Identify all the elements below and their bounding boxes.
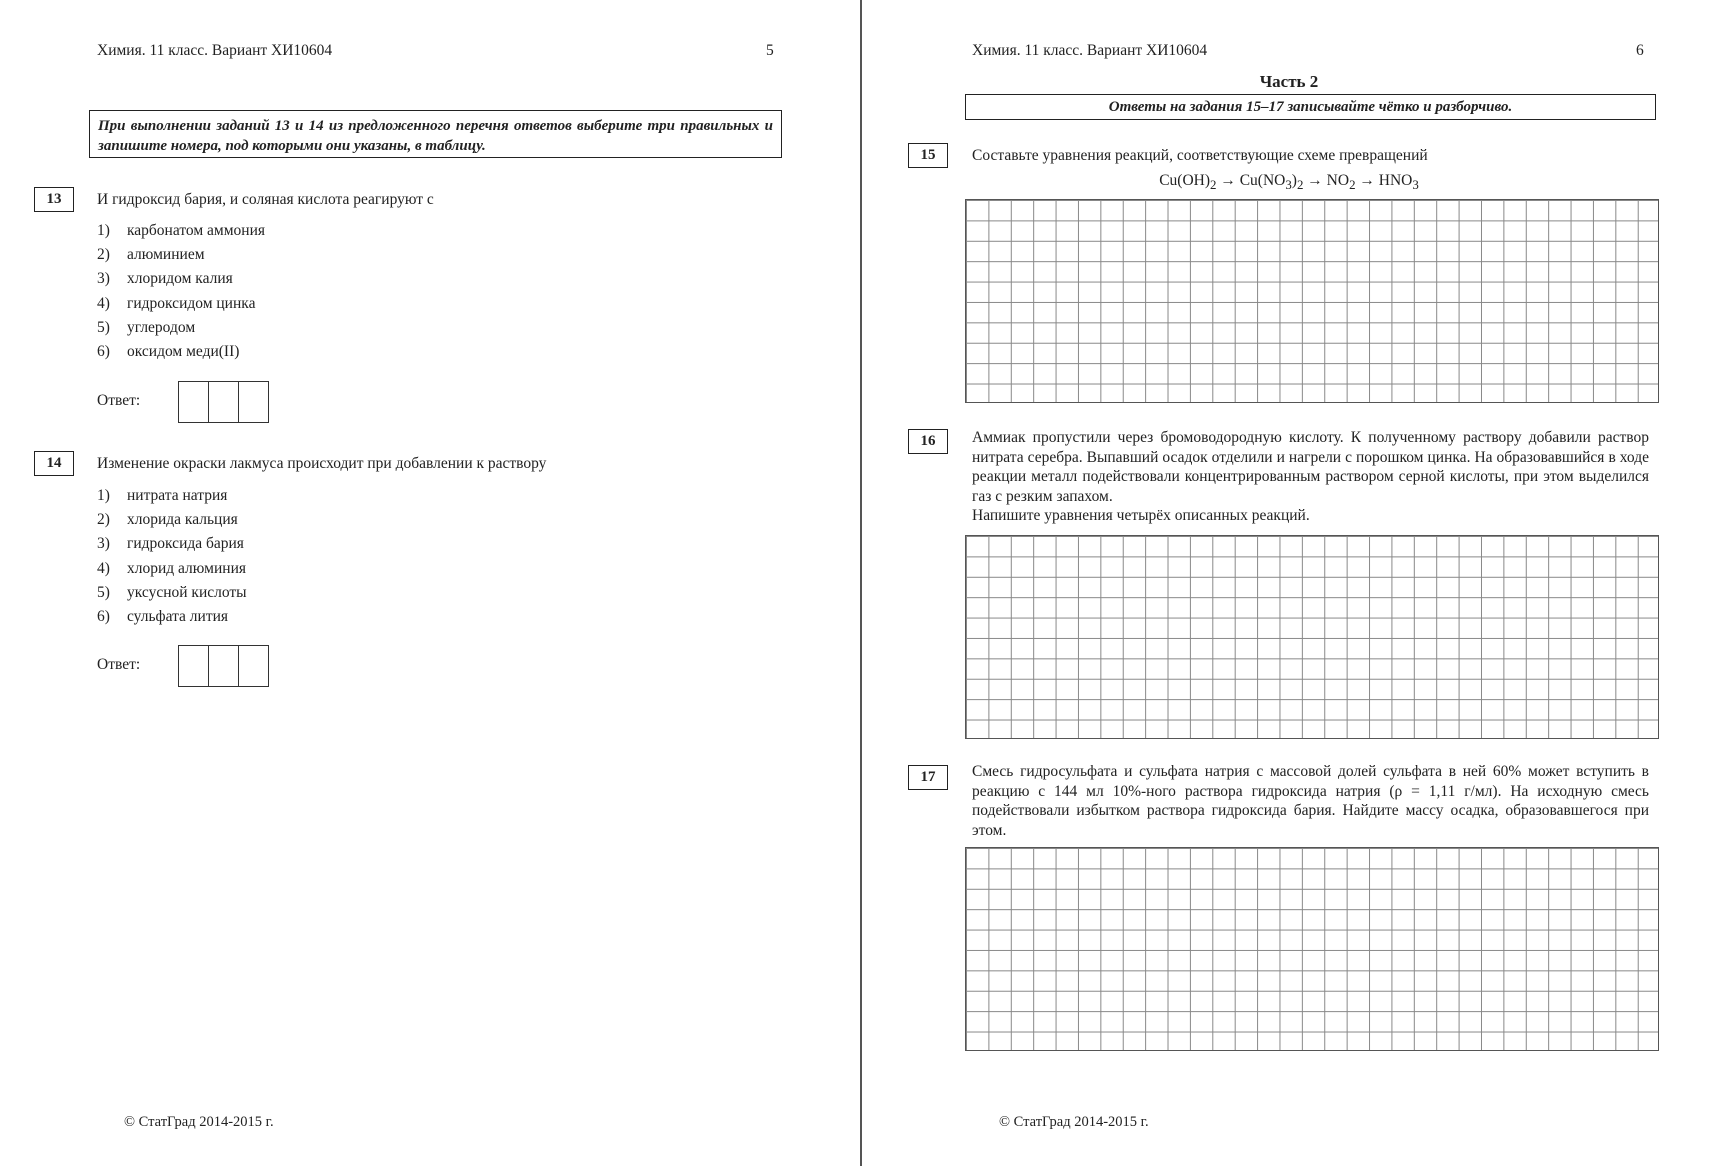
right-page [862, 0, 1716, 1166]
question-number-14: 14 [34, 451, 74, 476]
option: 5) углеродом [97, 318, 196, 336]
option: 2) хлорида кальция [97, 511, 238, 529]
answer-label-14: Ответ: [97, 656, 141, 673]
answer-cells-13[interactable] [178, 381, 269, 423]
question-16-text: Аммиак пропустили через бромоводородную кислоту. К полученному раствору добавили раствор нитрата серебра. Выпавший осадок отделили и нагрели с порошком цинка. На образовавшийся в ходе реакции металл подействовали концентрированным раствором серной кислоты, при этом выделился газ с резким запахом. Напишите уравнения четырёх описанных реакций. [972, 429, 1649, 524]
reaction-scheme: $Cu(OH)_2 \to Cu(NO_3)_2 \to NO_2 \to HNO_3$ [1159, 172, 1419, 193]
answer-grid-17[interactable] [965, 847, 1659, 1051]
instruction-box: Ответы на задания 15–17 записывайте чётко и разборчиво. [965, 94, 1656, 120]
page-header: Химия. 11 класс. Вариант ХИ10604 [97, 42, 333, 59]
option: 4) гидроксидом цинка [97, 294, 256, 312]
question-number-16: 16 [908, 429, 948, 454]
instruction-box: При выполнении заданий 13 и 14 из предложенного перечня ответов выберите три правильных и запишите номера, под которыми они указаны, в таблицу. [89, 110, 782, 158]
question-14-options [97, 484, 247, 629]
question-17-text: Смесь гидросульфата и сульфата натрия с массовой долей сульфата в ней 60% может вступить в реакцию с 144 мл 10%-ного раствора гидроксида натрия (ρ = 1,11 г/мл). На исходную смесь подействовали избытком раствора гидроксида бария. Найдите массу осадка, образовавшегося при этом. [972, 763, 1649, 839]
question-number-13: 13 [34, 187, 74, 212]
option: 3) хлоридом калия [97, 270, 233, 288]
answer-cell[interactable] [239, 646, 268, 686]
question-15-text: Составьте уравнения реакций, соответствующие схеме превращений [972, 147, 1428, 164]
answer-cell[interactable] [209, 646, 239, 686]
page-number: 5 [766, 42, 774, 59]
option: 1) карбонатом аммония [97, 222, 266, 239]
part-title: Часть 2 [1259, 72, 1319, 91]
page-number: 6 [1636, 42, 1644, 59]
answer-cell[interactable] [239, 382, 268, 422]
question-number-15: 15 [908, 143, 948, 168]
option: 3) гидроксида бария [97, 535, 244, 553]
answer-grid-16[interactable] [965, 535, 1659, 739]
option: 5) уксусной кислоты [97, 583, 247, 601]
answer-cell[interactable] [179, 646, 209, 686]
question-14-text: Изменение окраски лакмуса происходит при добавлении к раствору [97, 455, 547, 472]
answer-grid-15[interactable] [965, 199, 1659, 403]
page-header: Химия. 11 класс. Вариант ХИ10604 [972, 42, 1208, 59]
question-13-text: И гидроксид бария, и соляная кислота реагируют с [97, 191, 434, 208]
answer-cell[interactable] [209, 382, 239, 422]
answer-cell[interactable] [179, 382, 209, 422]
option: 6) сульфата лития [97, 607, 229, 625]
question-number-17: 17 [908, 765, 948, 790]
option: 1) нитрата натрия [97, 487, 228, 504]
option: 2) алюминием [97, 246, 205, 264]
answer-cells-14[interactable] [178, 645, 269, 687]
page-footer: © СтатГрад 2014-2015 г. [124, 1114, 274, 1130]
option: 6) оксидом меди(II) [97, 342, 240, 360]
question-13-options [97, 219, 265, 364]
option: 4) хлорид алюминия [97, 559, 246, 577]
page-footer: © СтатГрад 2014-2015 г. [999, 1114, 1149, 1130]
answer-label-13: Ответ: [97, 392, 141, 409]
